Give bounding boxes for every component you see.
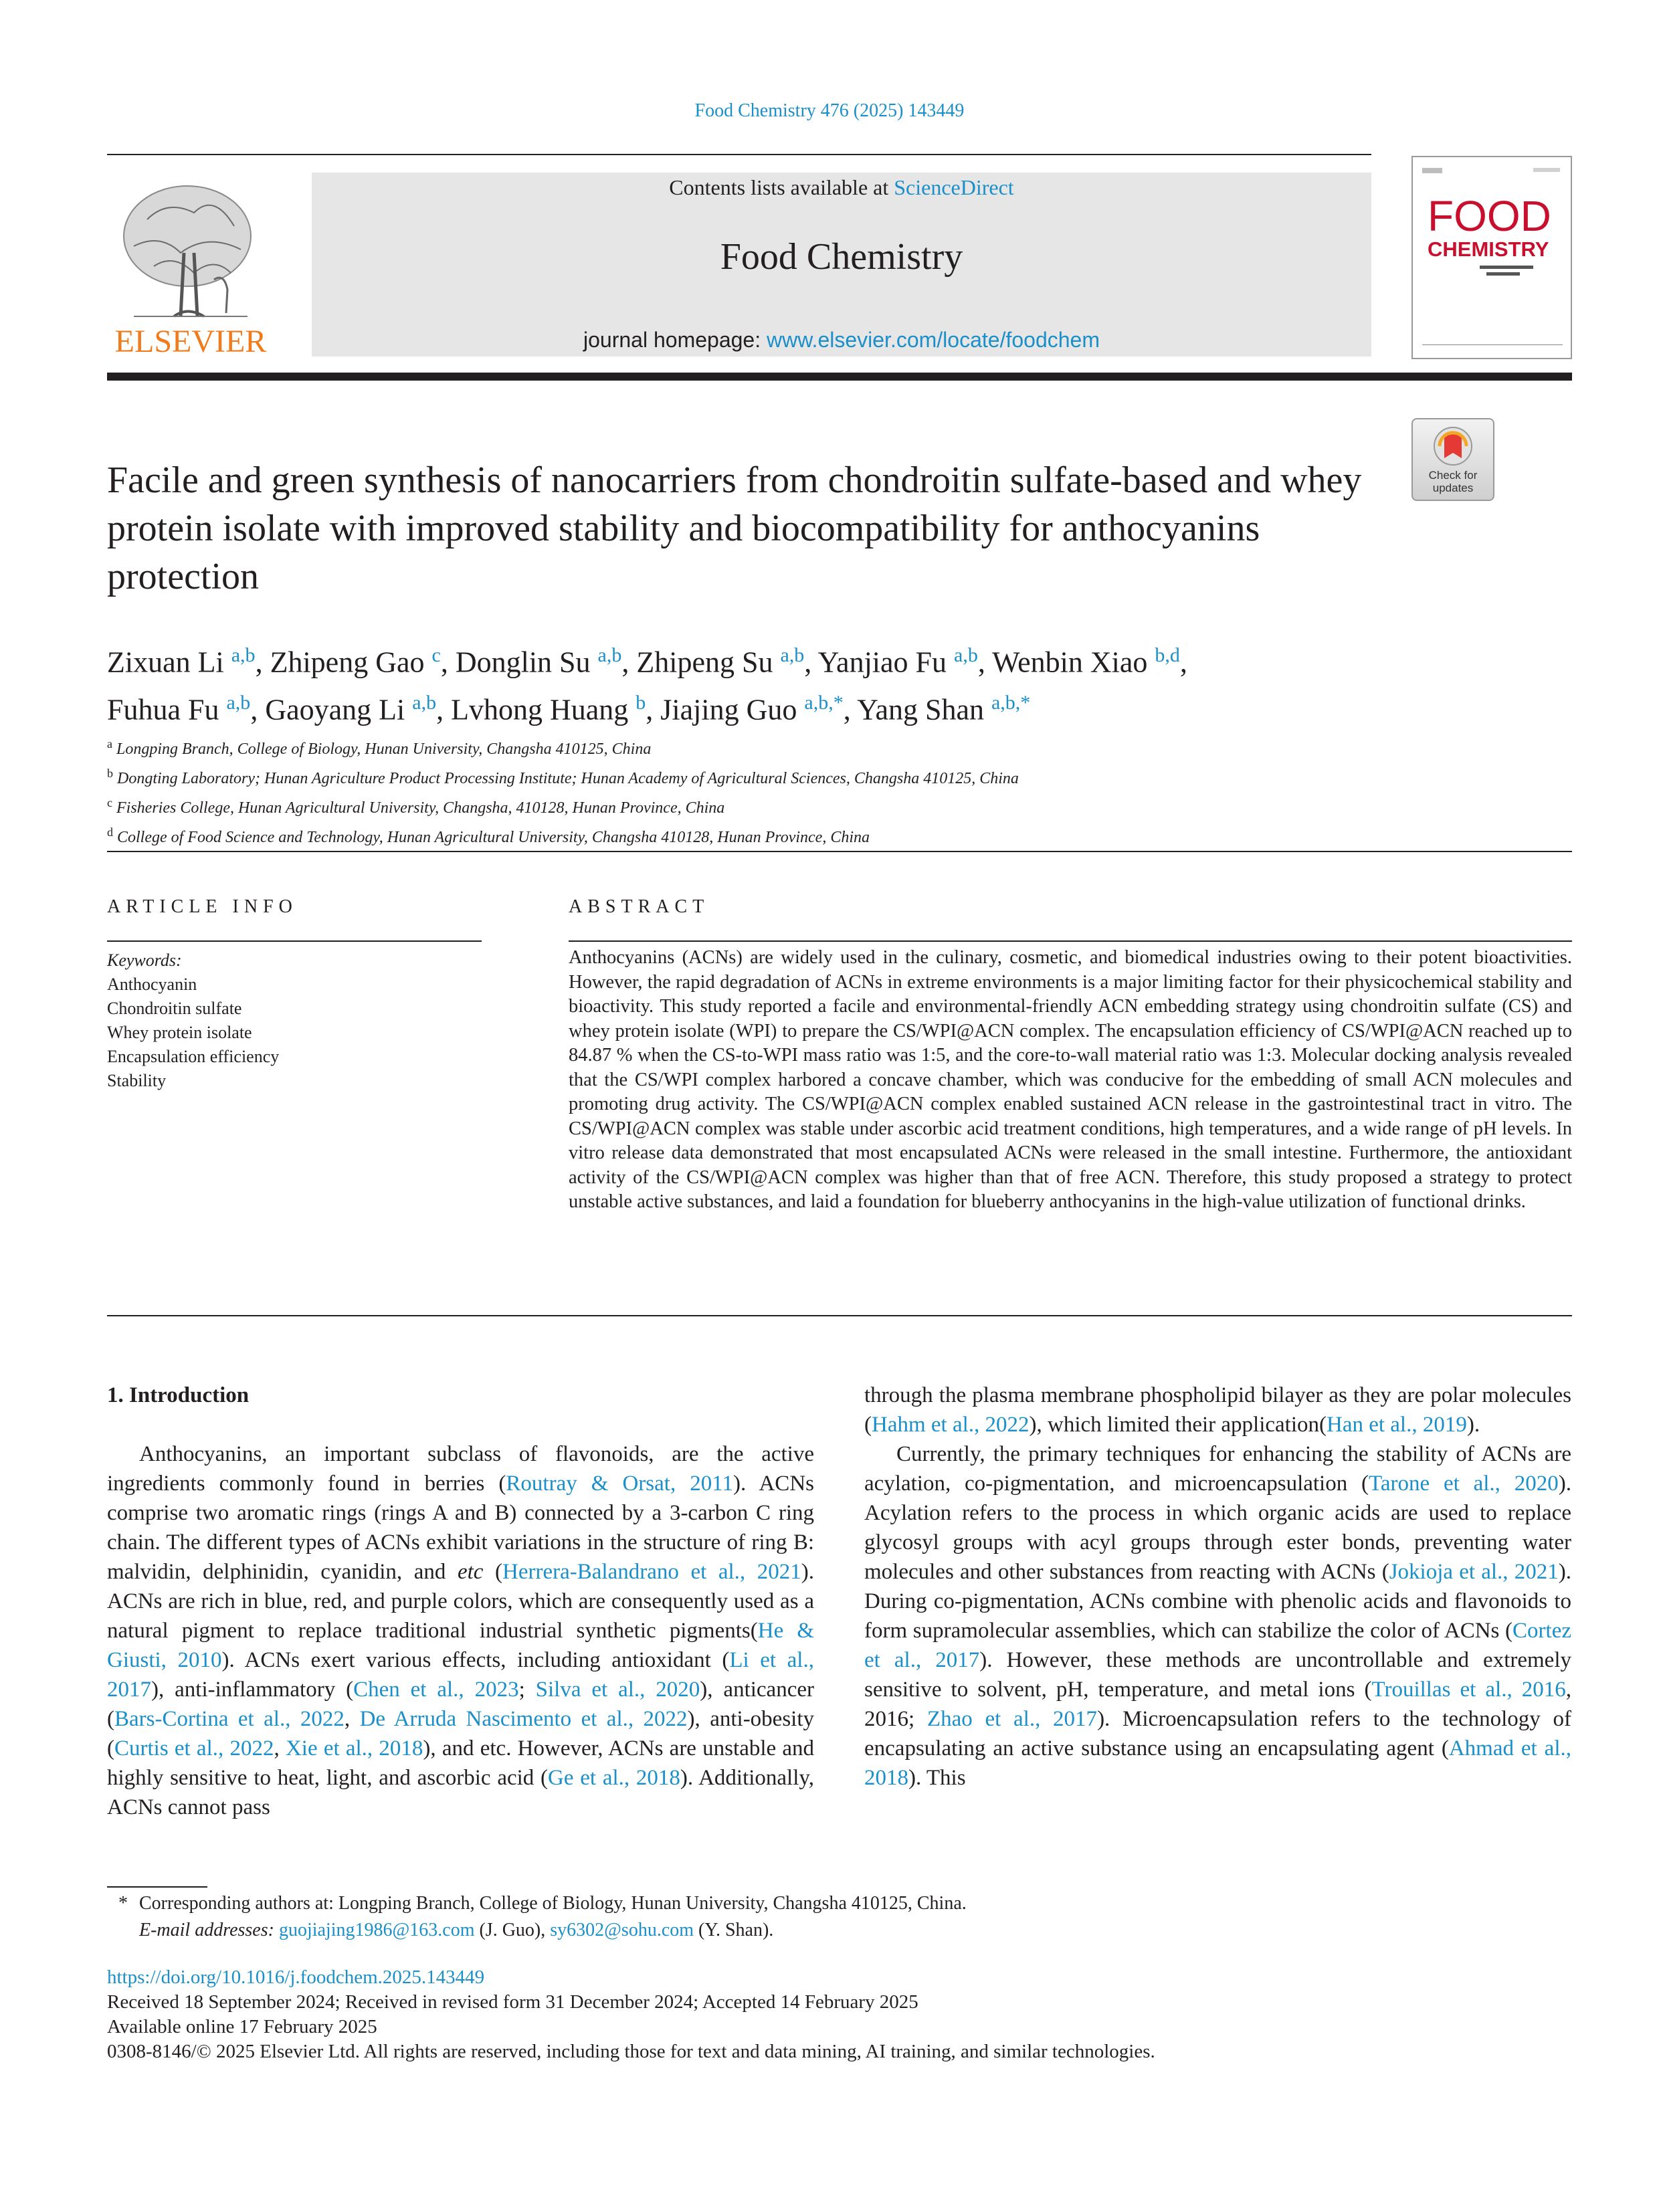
author-name[interactable]: Jiajing Guo <box>660 693 797 726</box>
homepage-prefix: journal homepage: <box>583 328 767 352</box>
author-name[interactable]: Gaoyang Li <box>265 693 405 726</box>
citation-link[interactable]: Ahmad et al., 2018 <box>864 1736 1571 1790</box>
available-online: Available online 17 February 2025 <box>107 2016 377 2037</box>
copyright: 0308-8146/© 2025 Elsevier Ltd. All rights are reserved, including those for text and data mining, AI training, and similar technologies. <box>107 2041 1155 2062</box>
email-link[interactable]: guojiajing1986@163.com <box>278 1920 475 1940</box>
keyword: Whey protein isolate <box>107 1023 252 1042</box>
author-affiliation-marker[interactable]: a,b <box>597 644 622 666</box>
abstract-text: Anthocyanins (ACNs) are widely used in the culinary, cosmetic, and biomedical industries owing to their potent bioactivities. However, the rapid degradation of ACNs in extreme environments is a major limiting factor for their physicochemical stability and bioactivity. This study reported a facile and environmental-friendly ACN embedding strategy using chondroitin sulfate (CS) and whey protein isolate (WPI) to prepare the CS/WPI@ACN complex. The encapsulation efficiency of CS/WPI@ACN reached up to 84.87 % when the CS-to-WPI mass ratio was 1:5, and the core-to-wall material ratio was 1:3. Molecular docking analysis revealed that the CS/WPI complex harbored a concave chamber, which was conducive for the embedding of small ACN molecules and promoting drug activity. The CS/WPI@ACN complex enabled sustained ACN release in the gastrointestinal tract in vitro. The CS/WPI@ACN complex was stable under ascorbic acid treatment conditions, high temperatures, and a wide range of pH levels. In vitro release data demonstrated that most encapsulated ACNs were released in the small intestine. Furthermore, the antioxidant activity of the CS/WPI@ACN complex was higher than that of free ACN. Therefore, this study proposed a strategy to protect unstable active substances, and laid a foundation for blueberry anthocyanins in the high-value utilization of functional drinks. <box>569 947 1572 1212</box>
article-info-heading: ARTICLE INFO <box>107 896 298 917</box>
keywords-label: Keywords: <box>107 950 182 970</box>
check-for-updates-button[interactable] <box>1411 418 1494 501</box>
paragraph: Currently, the primary techniques for enhancing the stability of ACNs are acylation, co-pigmentation, and microencapsulation (Tarone et al., 2020). Acylation refers to the process in which organic acids are used to replace glycosyl groups with acyl groups through ester bonds, preventing water molecules and other substances from reacting with ACNs (Jokioja et al., 2021). During co-pigmentation, ACNs combine with phenolic acids and flavonoids to form supramolecular assemblies, which can stabilize the color of ACNs (Cortez et al., 2017). However, these methods are uncontrollable and extremely sensitive to solvent, pH, temperature, and metal ions (Trouillas et al., 2016, 2016; Zhao et al., 2017). Microencapsulation refers to the technology of encapsulating an active substance using an encapsulating agent (Ahmad et al., 2018). This <box>864 1442 1572 1790</box>
author-name[interactable]: Wenbin Xiao <box>992 645 1148 679</box>
contents-line <box>312 175 1371 200</box>
citation-link[interactable]: Herrera-Balandrano et al., 2021 <box>502 1560 801 1584</box>
section-heading-introduction: 1. Introduction <box>107 1383 250 1407</box>
corresponding-author-note: * Corresponding authors at: Longping Branch, College of Biology, Hunan University, Changsha 410125, China. <box>118 1893 967 1914</box>
citation-link[interactable]: Cortez et al., 2017 <box>864 1619 1571 1672</box>
author-affiliation-marker[interactable]: a,b <box>226 691 251 714</box>
check-updates-icon <box>1413 419 1493 500</box>
author-name[interactable]: Donglin Su <box>455 645 591 679</box>
citation-link[interactable]: Tarone et al., 2020 <box>1369 1472 1559 1496</box>
journal-name: Food Chemistry <box>720 236 963 278</box>
author-list: Zixuan Li $^{a,b}$, Zhipeng Gao $^c$, Donglin Su $^{a,b}$, Zhipeng Su $^{a,b}$, Yanjiao Fu $^{a,b}$, Wenbin Xiao $^{b,d}$, Fuhua Fu $^{a,b}$, Gaoyang Li $^{a,b}$, Lvhong Huang $^b$, Jiajing Guo $^{a,b,*}$, Yang Shan $^{a,b,*}$ <box>107 644 1187 726</box>
citation-link[interactable]: He & Giusti, 2010 <box>107 1619 814 1672</box>
affiliation-text: Longping Branch, College of Biology, Hunan University, Changsha 410125, China <box>116 740 652 758</box>
footnotes <box>107 1890 1545 1944</box>
paragraph: through the plasma membrane phospholipid bilayer as they are polar molecules (Hahm et al., 2022), which limited their application(Han et al., 2019). <box>864 1383 1571 1437</box>
author-name[interactable]: Zixuan Li <box>107 645 224 679</box>
affiliation-list <box>107 732 1545 849</box>
elsevier-logo <box>107 173 274 360</box>
author-affiliation-marker[interactable]: a,b <box>412 691 437 714</box>
divider <box>107 1315 1572 1316</box>
affiliation-key: b <box>107 767 113 780</box>
divider <box>107 940 482 942</box>
author-name[interactable]: Lvhong Huang <box>451 693 629 726</box>
affiliation-text: College of Food Science and Technology, Hunan Agricultural University, Changsha 410128, Hunan Province, China <box>117 829 870 846</box>
author-affiliation-marker[interactable]: b <box>636 691 646 714</box>
divider <box>107 851 1572 852</box>
footnote-rule <box>107 1886 207 1888</box>
citation-link[interactable]: Han et al., 2019 <box>1326 1413 1467 1437</box>
body-column-left <box>107 1381 814 1822</box>
affiliation-text: Fisheries College, Hunan Agricultural University, Changsha, 410128, Hunan Province, China <box>116 799 725 817</box>
keyword: Chondroitin sulfate <box>107 999 242 1018</box>
divider <box>569 940 1572 942</box>
elsevier-tree-icon <box>107 173 274 360</box>
keyword: Encapsulation efficiency <box>107 1047 280 1066</box>
citation-link[interactable]: Ge et al., 2018 <box>548 1766 680 1790</box>
check-updates-label: Check for updates <box>1428 469 1478 494</box>
affiliation <box>107 761 1545 791</box>
affiliation <box>107 791 1545 820</box>
journal-reference[interactable]: Food Chemistry 476 (2025) 143449 <box>694 100 965 121</box>
homepage-line <box>312 328 1371 353</box>
affiliation-text: Dongting Laboratory; Hunan Agriculture Product Processing Institute; Hunan Academy of Agricultural Sciences, Changsha 410125, China <box>117 770 1019 787</box>
author-name[interactable]: Fuhua Fu <box>107 693 219 726</box>
keyword: Anthocyanin <box>107 975 197 994</box>
email-note: E-mail addresses: guojiajing1986@163.com (J. Guo), sy6302@sohu.com (Y. Shan). <box>139 1920 774 1940</box>
cover-word-chemistry: CHEMISTRY <box>1428 237 1549 261</box>
author-affiliation-marker[interactable]: c <box>431 644 441 666</box>
journal-cover-icon <box>1413 157 1571 358</box>
citation-link[interactable]: Li et al., 2017 <box>107 1648 814 1702</box>
citation-link[interactable]: De Arruda Nascimento et al., 2022 <box>359 1707 688 1731</box>
header-thick-rule <box>107 373 1572 381</box>
citation-link[interactable]: Xie et al., 2018 <box>285 1736 423 1761</box>
doi-link[interactable]: https://doi.org/10.1016/j.foodchem.2025.143449 <box>107 1967 485 1988</box>
author-affiliation-marker[interactable]: a,b,* <box>991 691 1031 714</box>
author-name[interactable]: Zhipeng Gao <box>270 645 425 679</box>
affiliation-key: d <box>107 825 113 839</box>
author-affiliation-marker[interactable]: b,d <box>1155 644 1180 666</box>
cover-word-food: FOOD <box>1428 192 1551 240</box>
contents-prefix: Contents lists available at <box>669 175 894 199</box>
author-name[interactable]: Zhipeng Su <box>636 645 773 679</box>
publication-info <box>107 1965 1545 2064</box>
abstract-heading: ABSTRACT <box>569 896 710 917</box>
affiliation <box>107 820 1545 849</box>
affiliation-key: c <box>107 796 112 809</box>
citation-link[interactable]: Zhao et al., 2017 <box>926 1707 1098 1731</box>
email-link[interactable]: sy6302@sohu.com <box>550 1920 694 1940</box>
received-dates: Received 18 September 2024; Received in revised form 31 December 2024; Accepted 14 February 2025 <box>107 1991 918 2013</box>
author-affiliation-marker[interactable]: a,b <box>780 644 805 666</box>
author-name[interactable]: Yanjiao Fu <box>817 645 947 679</box>
paragraph: Anthocyanins, an important subclass of flavonoids, are the active ingredients commonly found in berries (Routray & Orsat, 2011). ACNs comprise two aromatic rings (rings A and B) connected by a 3-carbon C ring chain. The different types of ACNs exhibit variations in the structure of ring B: malvidin, delphinidin, cyanidin, and etc (Herrera-Balandrano et al., 2021). ACNs are rich in blue, red, and purple colors, which are consequently used as a natural pigment to replace traditional industrial synthetic pigments(He & Giusti, 2010). ACNs exert various effects, including antioxidant (Li et al., 2017), anti-inflammatory (Chen et al., 2023; Silva et al., 2020), anticancer (Bars-Cortina et al., 2022, De Arruda Nascimento et al., 2022), anti-obesity (Curtis et al., 2022, Xie et al., 2018), and etc. However, ACNs are unstable and highly sensitive to heat, light, and ascorbic acid (Ge et al., 2018). Additionally, ACNs cannot pass <box>107 1442 815 1819</box>
keywords-block <box>107 948 279 1093</box>
citation-link[interactable]: Hahm et al., 2022 <box>872 1413 1030 1437</box>
homepage-link[interactable]: www.elsevier.com/locate/foodchem <box>766 328 1100 352</box>
article-title: Facile and green synthesis of nanocarriers from chondroitin sulfate-based and whey protein isolate with improved stability and biocompatibility for anthocyanins protection <box>107 460 1362 597</box>
citation-link[interactable]: Bars-Cortina et al., 2022 <box>114 1707 345 1731</box>
author-affiliation-marker[interactable]: a,b <box>231 644 256 666</box>
header-top-rule <box>107 154 1371 155</box>
citation-link[interactable]: Silva et al., 2020 <box>535 1678 700 1702</box>
author-affiliation-marker[interactable]: a,b,* <box>804 691 844 714</box>
elsevier-wordmark: ELSEVIER <box>114 324 267 359</box>
citation-link[interactable]: Routray & Orsat, 2011 <box>506 1472 734 1496</box>
citation-link[interactable]: Chen et al., 2023 <box>353 1678 519 1702</box>
citation-link[interactable]: Curtis et al., 2022 <box>114 1736 274 1761</box>
keyword: Stability <box>107 1071 167 1090</box>
sciencedirect-link[interactable]: ScienceDirect <box>894 175 1014 199</box>
author-name[interactable]: Yang Shan <box>857 693 984 726</box>
body-column-right <box>864 1381 1571 1793</box>
affiliation <box>107 732 1545 761</box>
author-affiliation-marker[interactable]: a,b <box>954 644 978 666</box>
affiliation-key: a <box>107 737 112 750</box>
journal-cover[interactable] <box>1411 156 1572 359</box>
citation-link[interactable]: Trouillas et al., 2016 <box>1371 1678 1566 1702</box>
citation-link[interactable]: Jokioja et al., 2021 <box>1389 1560 1559 1584</box>
